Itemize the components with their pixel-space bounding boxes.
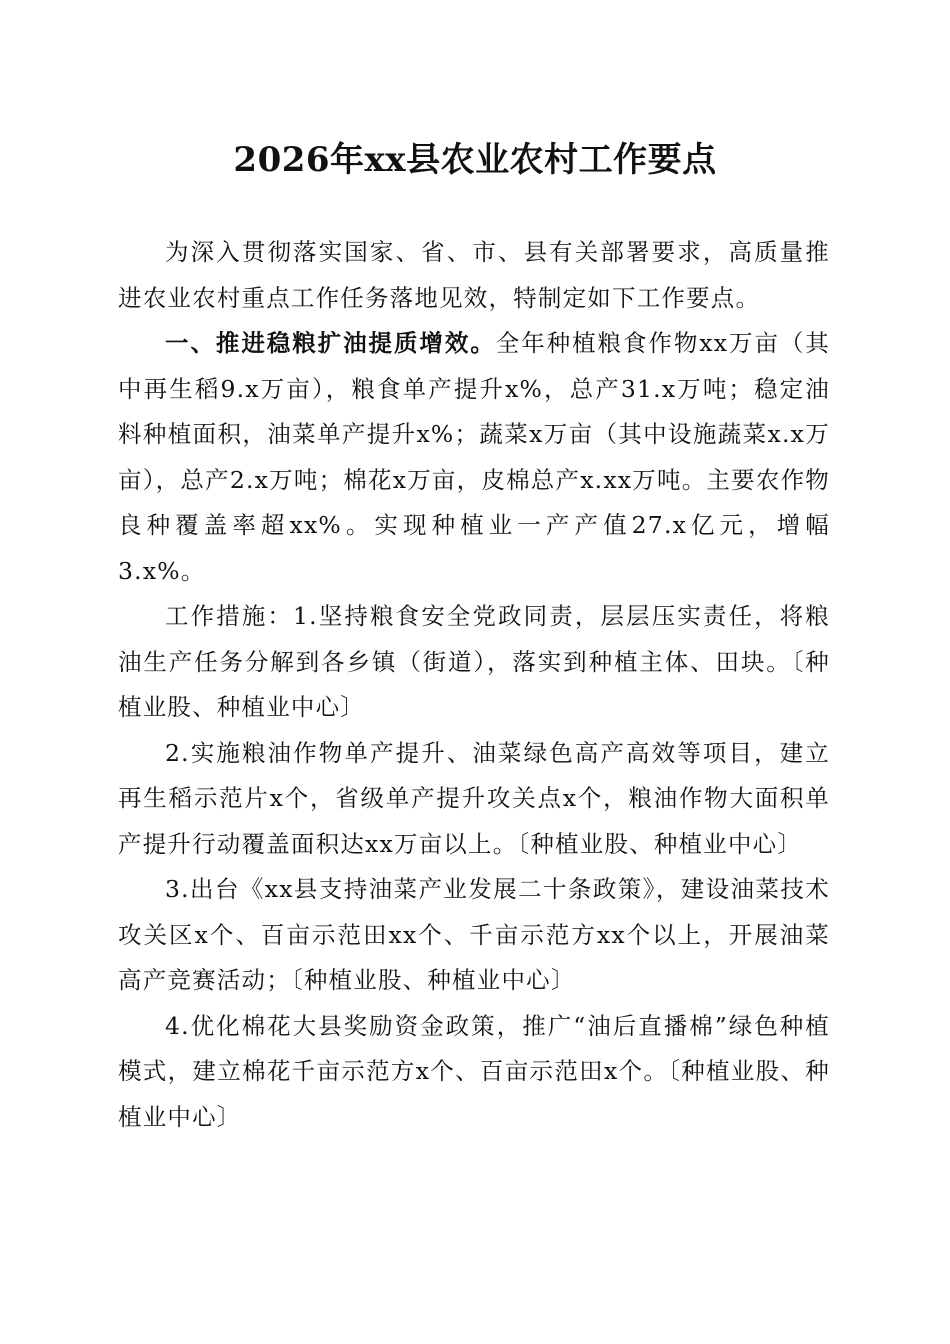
intro-paragraph: 为深入贯彻落实国家、省、市、县有关部署要求，高质量推进农业农村重点工作任务落地见效，特制定如下工作要点。 [118, 238, 830, 312]
section-1-paragraph [118, 321, 830, 594]
measure-1-paragraph: 工作措施：1.坚持粮食安全党政同责，层层压实责任，将粮油生产任务分解到各乡镇（街道），落实到种植主体、田块。〔种植业股、种植业中心〕 [118, 602, 830, 721]
document-body [118, 230, 830, 1140]
measure-2-paragraph: 2.实施粮油作物单产提升、油菜绿色高产高效等项目，建立再生稻示范片x个，省级单产提升攻关点x个，粮油作物大面积单产提升行动覆盖面积达xx万亩以上。〔种植业股、种植业中心〕 [118, 738, 830, 858]
section-1-body: 全年种植粮食作物xx万亩（其中再生稻9.x万亩），粮食单产提升x%，总产31.x万吨；稳定油料种植面积，油菜单产提升x%；蔬菜x万亩（其中设施蔬菜x.x万亩），总产2.x万吨；棉花x万亩，皮棉总产x.xx万吨。主要农作物良种覆盖率超xx%。实现种植业一产产值27.x亿元，增幅3.x%。 [118, 329, 830, 585]
measure-4-paragraph: 4.优化棉花大县奖励资金政策，推广“油后直播棉”绿色种植模式，建立棉花千亩示范方x个、百亩示范田x个。〔种植业股、种植业中心〕 [118, 1011, 830, 1131]
document-title: 2026年xx县农业农村工作要点 [233, 140, 717, 180]
measure-3-paragraph: 3.出台《xx县支持油菜产业发展二十条政策》，建设油菜技术攻关区x个、百亩示范田xx个、千亩示范方xx个以上，开展油菜高产竞赛活动；〔种植业股、种植业中心〕 [118, 875, 830, 994]
section-1-heading: 一、推进稳粮扩油提质增效。 [165, 329, 496, 357]
